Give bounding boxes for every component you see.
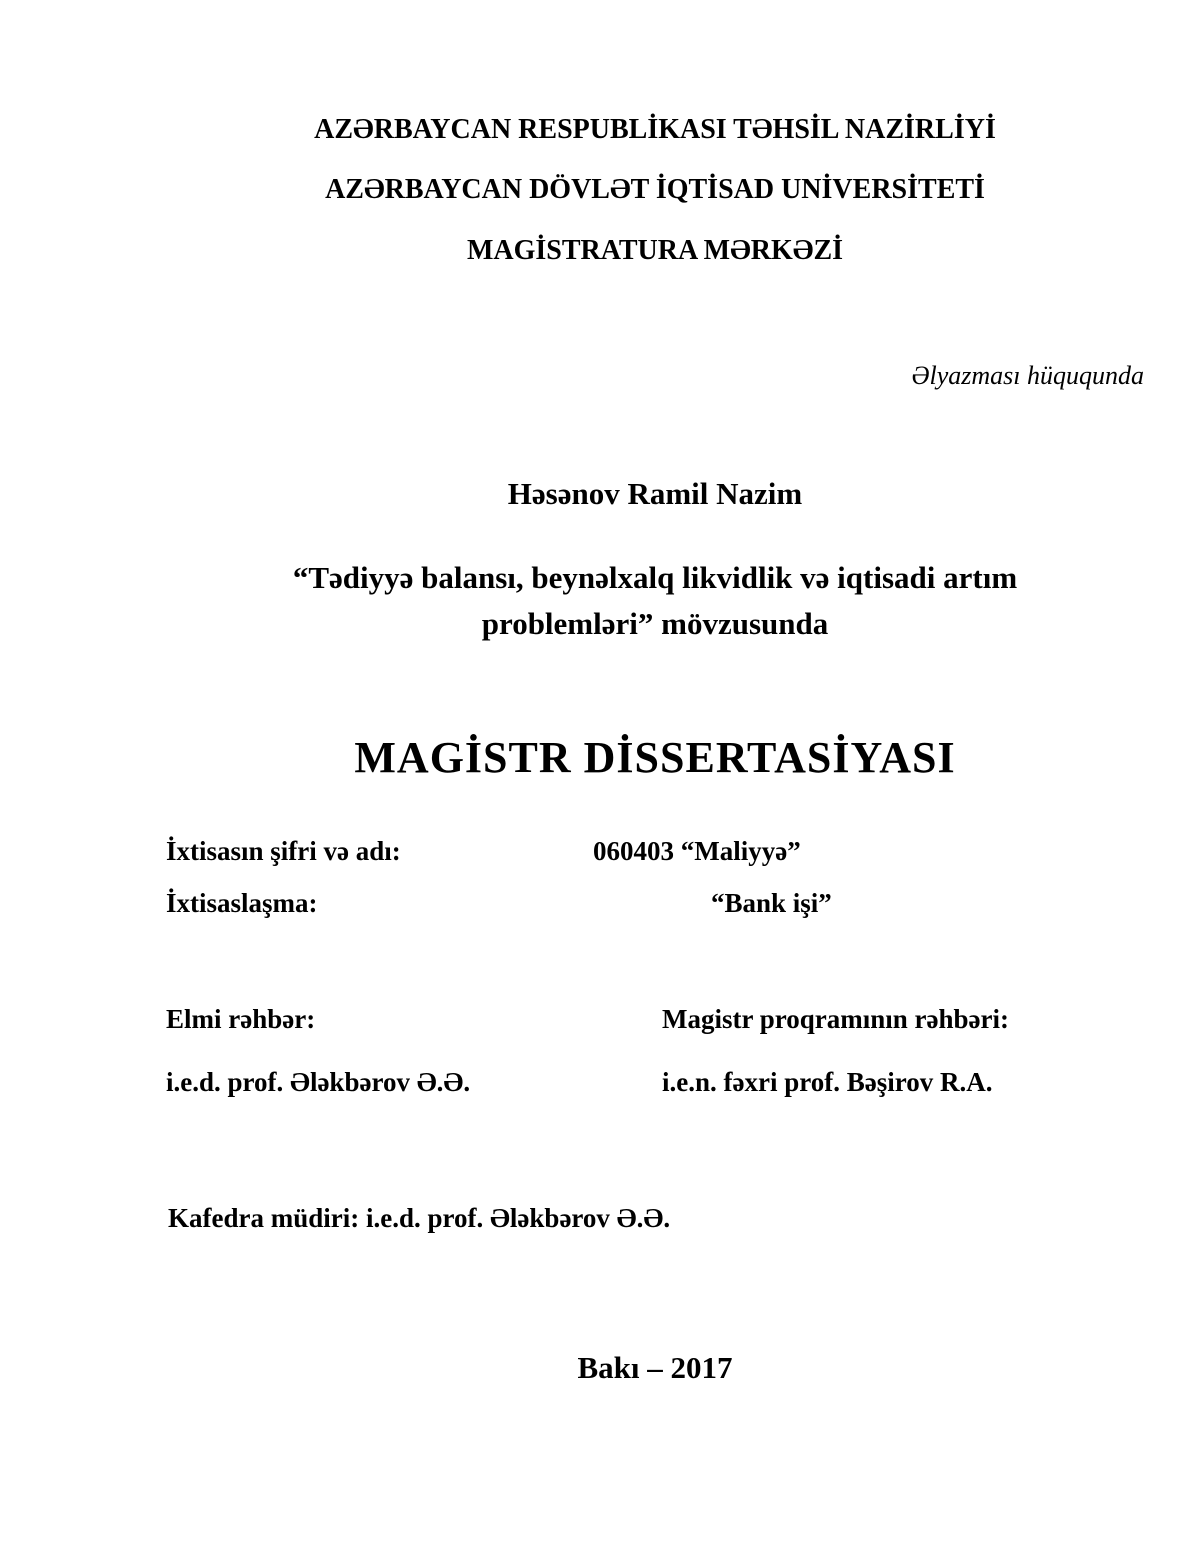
specialization-value: “Bank işi”: [711, 888, 832, 918]
supervisor-label: Elmi rəhbər:: [166, 1004, 316, 1034]
ministry-title: AZƏRBAYCAN RESPUBLİKASI TƏHSİL NAZİRLİYİ: [314, 114, 996, 145]
specialty-value: 060403 “Maliyyə”: [593, 836, 801, 866]
topic-line-2: problemləri” mövzusunda: [481, 606, 829, 641]
university-title: AZƏRBAYCAN DÖVLƏT İQTİSAD UNİVERSİTETİ: [325, 174, 985, 205]
center-title: MAGİSTRATURA MƏRKƏZİ: [466, 235, 844, 266]
topic-line-1: “Tədiyyə balansı, beynəlxalq likvidlik və iqtisadi artım: [292, 560, 1018, 595]
department-head: Kafedra müdiri: i.e.d. prof. Ələkbərov Ə.Ə.: [168, 1203, 671, 1233]
program-head-name: i.e.n. fəxri prof. Bəşirov R.A.: [662, 1067, 993, 1097]
specialty-label: İxtisasın şifri və adı:: [166, 836, 401, 866]
program-head-label: Magistr proqramının rəhbəri:: [662, 1004, 1009, 1034]
city-year: Bakı – 2017: [577, 1350, 733, 1385]
document-type-title: MAGİSTR DİSSERTASİYASI: [354, 733, 956, 782]
specialization-label: İxtisaslaşma:: [166, 888, 318, 918]
supervisor-name: i.e.d. prof. Ələkbərov Ə.Ə.: [166, 1067, 471, 1097]
author-name: Həsənov Ramil Nazim: [507, 476, 803, 511]
manuscript-note: Əlyazması hüququnda: [911, 361, 1144, 390]
